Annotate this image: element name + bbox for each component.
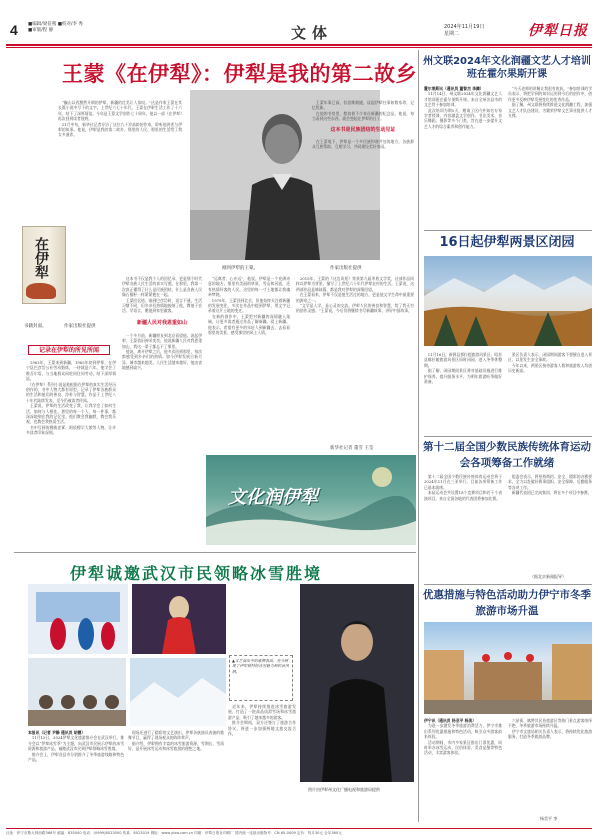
performance-photo-2 — [132, 584, 226, 654]
page-header — [6, 20, 594, 42]
bottom-byline: 本报讯（记者 尹静 通讯员 胡德） — [28, 730, 86, 735]
bottom-photo-caption: 图片由伊犁州文化广播电视和旅游局提供 — [308, 787, 380, 792]
street-buildings — [424, 622, 592, 714]
scenic-area-photo — [424, 256, 592, 346]
snow-scene — [130, 658, 226, 726]
right-byline-1: 霍尔果斯讯（通讯员 董智杰 李腾） — [424, 86, 484, 91]
right-headline-1: 州文联2024年文化润疆文艺人才培训班在霍尔果斯开课 — [423, 56, 591, 80]
culture-banner-image — [206, 455, 416, 545]
bottom-headline: 伊犁诚邀武汉市民领略冰雪胜境 — [70, 564, 323, 583]
newspaper-logo: 伊犁日报 — [528, 23, 588, 39]
issue-date: 2024年11月19日 星期二 — [444, 24, 485, 37]
right-divider-2 — [424, 436, 592, 437]
book-credit: 作家出版社提供 — [64, 324, 96, 329]
bottom-body-col1: 本报讯（记者 尹静 通讯员 胡德） 11月15日，2024伊犁文化旅游推介会在武汉举行。推介会以“伊犁冰雪季”为主题，向武汉市民展示伊犁的冰雪资源和旅游产品，诚邀武汉市民到伊犁领略冰雪胜境。 推介会上，伊犁各县市分别推介了冬季旅游线路和特色产品。 — [28, 730, 124, 763]
performance-photo-4 — [130, 658, 226, 726]
tourism-street-photo — [424, 622, 592, 714]
portrait-caption: 刚到伊犁的王蒙。 — [222, 266, 258, 271]
right-byline-4: 伊宁讯（通讯员 杨亚平 杨美） — [424, 718, 477, 723]
header-rule — [6, 44, 592, 46]
right-article-3-col2: 组委会表示，将坚持简约、安全、精彩的办赛要求，全力以赴做好赛事组织、安全保障、后勤服务等各项工作。 新疆代表团已完成集训，将在多个项目中参赛。 — [508, 474, 592, 496]
right-headline-4: 优惠措施与特色活动助力伊宁市冬季旅游市场升温 — [423, 589, 591, 617]
speaker-photo — [300, 584, 414, 782]
stage-performance-1 — [28, 584, 128, 654]
photo-quote-box: ▲文艺演出中的歌舞表演，充分展现了伊犁独特的冰雪魅力和民族风情。 — [229, 655, 293, 701]
right-article-1-col1: 霍尔果斯讯（通讯员 董智杰 李腾） 11月14日，州文联2024年文化润疆文艺人才培训班在霍尔果斯开课。来自全州各县市的文艺骨干参加培训。 此次培训为期5天，邀请了区内外知名专家学者授课，内容涵盖文学创作、书法美术、音乐舞蹈、摄影等多个门类，旨在进一步提升文艺人才的综合素养和创作能力。 — [424, 86, 502, 129]
right-credit-3: （据北京新闻报导） — [530, 574, 566, 579]
right-headline-2: 16日起伊犁两景区闭园 — [439, 235, 575, 250]
performance-photo-1 — [28, 584, 128, 654]
page-footer: 社址：伊宁市斯大林西路368号 邮编：835000 电话：(0999)8023000 传真：8023019 网址：www.ylxw.com.cn 印刷：伊犁日报社印刷厂 国内统一连续出版物号：CN 65-0009 定价：每月30元 全年360元 — [6, 828, 592, 836]
right-headline-3: 第十二届全国少数民族传统体育运动会各项筹备工作就绪 — [423, 441, 591, 469]
section-name: 文体 — [291, 24, 334, 42]
audience-scene — [28, 658, 126, 726]
article-body-top-right: 王蒙年事已高，但思维敏捷，谈起伊犁往事如数家珍，记忆犹新。 在他的书房里，摆放着不少来自新疆的纪念品。他说，每当看到这些东西，就会想起在伊犁的日子。 这本书是民族团结的生动见证 在王蒙笔下，伊犁是一个多民族和谐共处的地方，各族群众互相帮助、互相学习，共同建设美好家园。 — [312, 100, 414, 150]
right-author-4: 杨美平 李 — [540, 816, 558, 821]
right-article-1-col2: “今天老师的讲解让我很有收获。”参加培训的学员表示，将把学到的知识运用到今后的创作中，创作更多反映伊犁发展变化的优秀作品。 据了解，州文联将持续推进文化润疆工程，加强文艺人才队伍建设，为繁荣伊犁文艺事业提供人才支撑。 — [508, 86, 592, 119]
book-cover-image — [22, 226, 66, 304]
bottom-body-col2: 现场还进行了精彩的文艺演出，伊犁各族演员表演的歌舞节目，赢得了现场观众的阵阵掌声。 据介绍，伊犁拥有丰富的冰雪旅游资源，雪期长、雪质好，是开展冰雪运动和冰雪旅游的理想之地。 — [128, 730, 224, 752]
banner-title: 文化润伊犁 — [228, 487, 318, 508]
article-body-col4: 2015年，王蒙的《这边风景》荣获第九届茅盾文学奖，这部作品同样以伊犁为背景，描写了上世纪六十年代伊犁农村的生活。王蒙说，这两部作品是姊妹篇，都是我对伊犁的深情回望。 在王蒙看来，伊犁不仅是他生活过的地方，更是他文学生命中最重要的源泉之一。 “文学是人学，是心灵的交流。伊犁人民的善良和智慧，给了我无穷的创作灵感。”王蒙说，今后仍将继续书写新疆故事，讲好中国故事。 — [296, 276, 414, 314]
header-rule-thin — [6, 47, 592, 48]
performance-photo-3 — [28, 658, 126, 726]
right-article-4-col2: 六星街、喀赞其民俗旅游区等热门景点游客络绎不绝，冬季旅游市场持续升温。 伊宁市文旅局相关负责人表示，将持续优化旅游服务，打造冬季旅游品牌。 — [508, 718, 592, 740]
article-intro: “巍山以西豁然开朗的伊犁，新疆的壮美让人惊叹。”这是作家王蒙在其长篇小说中写下的文字。上世纪六七十年代，王蒙在伊犁生活工作了十六年，结下了深厚情谊。今年是王蒙文学创作七十周年，他以一部《在伊犁》再次回到读者视野。 11月中旬，新华社记者专访了这位九十岁高龄的作家，聆听他讲述与伊犁的故事。他说，伊犁是我的第二故乡，那里的人民、那里的生活给了我太多滋养。 — [58, 100, 182, 138]
article-body-col2: 这本书不仅是我个人的回忆录，更是那个时代伊犁各族人民生活的真实写照。在那里，我第一次真正懂得了什么是民族团结，什么是各族人民像石榴籽一样紧紧抱在一起。 王蒙回忆道，刚到巴彦岱时，语言不通，生活习惯不同，但乡亲们热情地接纳了他，教他干农活、学语言，邀他到家里做客。 新疆人民对我恩重如山 一个多月前，新疆朋友到北京看望他。说起伊犁，王蒙依旧神采奕奕，他说新疆人民对我恩重如山，我这一辈子都忘不了那里。 他说，离开伊犁之后，他多次回到那里，每次都感受到乡亲们的热情。如今伊犁发展日新月异，城市越来越美，人民生活越来越好，他由衷地感到高兴。 — [122, 276, 202, 371]
stage-performance-2 — [132, 584, 226, 654]
book-cover-title: 在伊犁 — [33, 237, 49, 279]
speaker-figure — [300, 584, 414, 782]
scenic-mountains — [424, 256, 592, 346]
right-article-2-col2: 景区负责人表示，闭园期间游客不要擅自进入景区，以免发生安全事故。 今年以来，两景区接待游客人数和旅游收入均创历史新高。 — [508, 352, 592, 374]
section-divider — [14, 552, 416, 553]
right-article-2-col1: 11月16日，新源县那拉提旅游风景区、昭苏县喀拉峻旅游风景区同时闭园，进入冬季休整期。 据了解，闭园期间景区将对基础设施进行维护保养，提升服务水平，为明年旅游旺季做好准备。 — [424, 352, 502, 385]
section-label-box: 记录在伊犁的所见所闻 — [28, 345, 110, 355]
main-headline: 王蒙《在伊犁》：伊犁是我的第二故乡 — [62, 61, 417, 86]
portrait-credit: 作家出版社提供 — [330, 266, 362, 271]
bottom-body-col3: 近年来，伊犁持续推进冰雪旅游发展，打造了一批高品质滑雪场和冰雪旅游产品，吸引了越来越多的游客。 推介会期间，双方还签订了旅游合作协议，将进一步加强两地文旅交流合作。 — [228, 704, 296, 737]
right-article-4-col1: 伊宁讯（通讯员 杨亚平 杨美） 为进一步激发冬季旅游消费活力，伊宁市推出系列优惠措施和特色活动，吸引众多游客前来体验。 活动期间，市内多家景区推出门票优惠，同时举办冰雪运动、民俗体验、美食品鉴等特色活动，丰富游客体验。 — [424, 718, 502, 756]
article-body-col3: “远离者，心亦远”，他说。伊犁是一个充满诗意的地方，那里有美丽的草原、雪山和河流，还有热情好客的人民。这里的每一寸土地都让我魂牵梦绕。 1979年，王蒙回到北京，但他始终关注着新疆的发展变化，多次在作品中提到伊犁，用文字记录着这片土地的变迁。 在新的创作中，王蒙把对新疆的深情融入笔端，让更多读者通过作品了解新疆、爱上新疆。他表示，希望有更多的年轻人到新疆去，去看看那里的美景，感受那里的风土人情。 — [208, 276, 290, 336]
page-number: 4 — [10, 22, 18, 38]
column-divider — [418, 50, 419, 822]
subhead-grateful: 新疆人民对我恩重如山 — [136, 319, 187, 326]
book-cover-pipa — [26, 283, 56, 299]
book-caption: 书籍封面。 — [24, 324, 47, 329]
right-article-3-col1: 第十二届全国少数民族传统体育运动会将于2024年11月在三亚举行，目前各项筹备工作已基本就绪。 本届运动会共设置18个竞赛项目和若干个表演项目，来自全国各地的代表团将参加比赛。 — [424, 474, 502, 501]
subhead-unity: 这本书是民族团结的生动见证 — [330, 126, 396, 133]
article-body-col1: 1963年，王蒙来到新疆，1965年初到伊犁，在伊宁县巴彦岱公社劳动锻炼，一待就是六年。他学会了维吾尔语，与当地群众同吃同住同劳动，结下深厚情谊。 《在伊犁》系列小说是他根据在伊犁的真实生活经历创作的，书中人物大都有原型，记录了伊犁各族群众的生活和他们的善良、淳朴与智慧。作品于上世纪八十年代陆续发表，至今仍被读者传阅。 王蒙说，伊犁的生活改变了我，让我学会了如何生活、如何与人相处。那里的每一个人、每一件事，都深深地刻在我的记忆里。他们教会我幽默，教会我乐观，也教会我热爱生活。 书中写到的穆敏老爹、阿依穆罕大娘等人物，让许多读者印象深刻。 — [26, 360, 116, 436]
editor-credits: ■编辑/梁倍燕 ■校对/李 秀 ■审版/程 静 — [28, 22, 83, 33]
reporter-credit: 新华社记者 董雪 王莹 — [330, 446, 374, 451]
right-divider-1 — [424, 230, 592, 231]
right-divider-3 — [424, 584, 592, 585]
